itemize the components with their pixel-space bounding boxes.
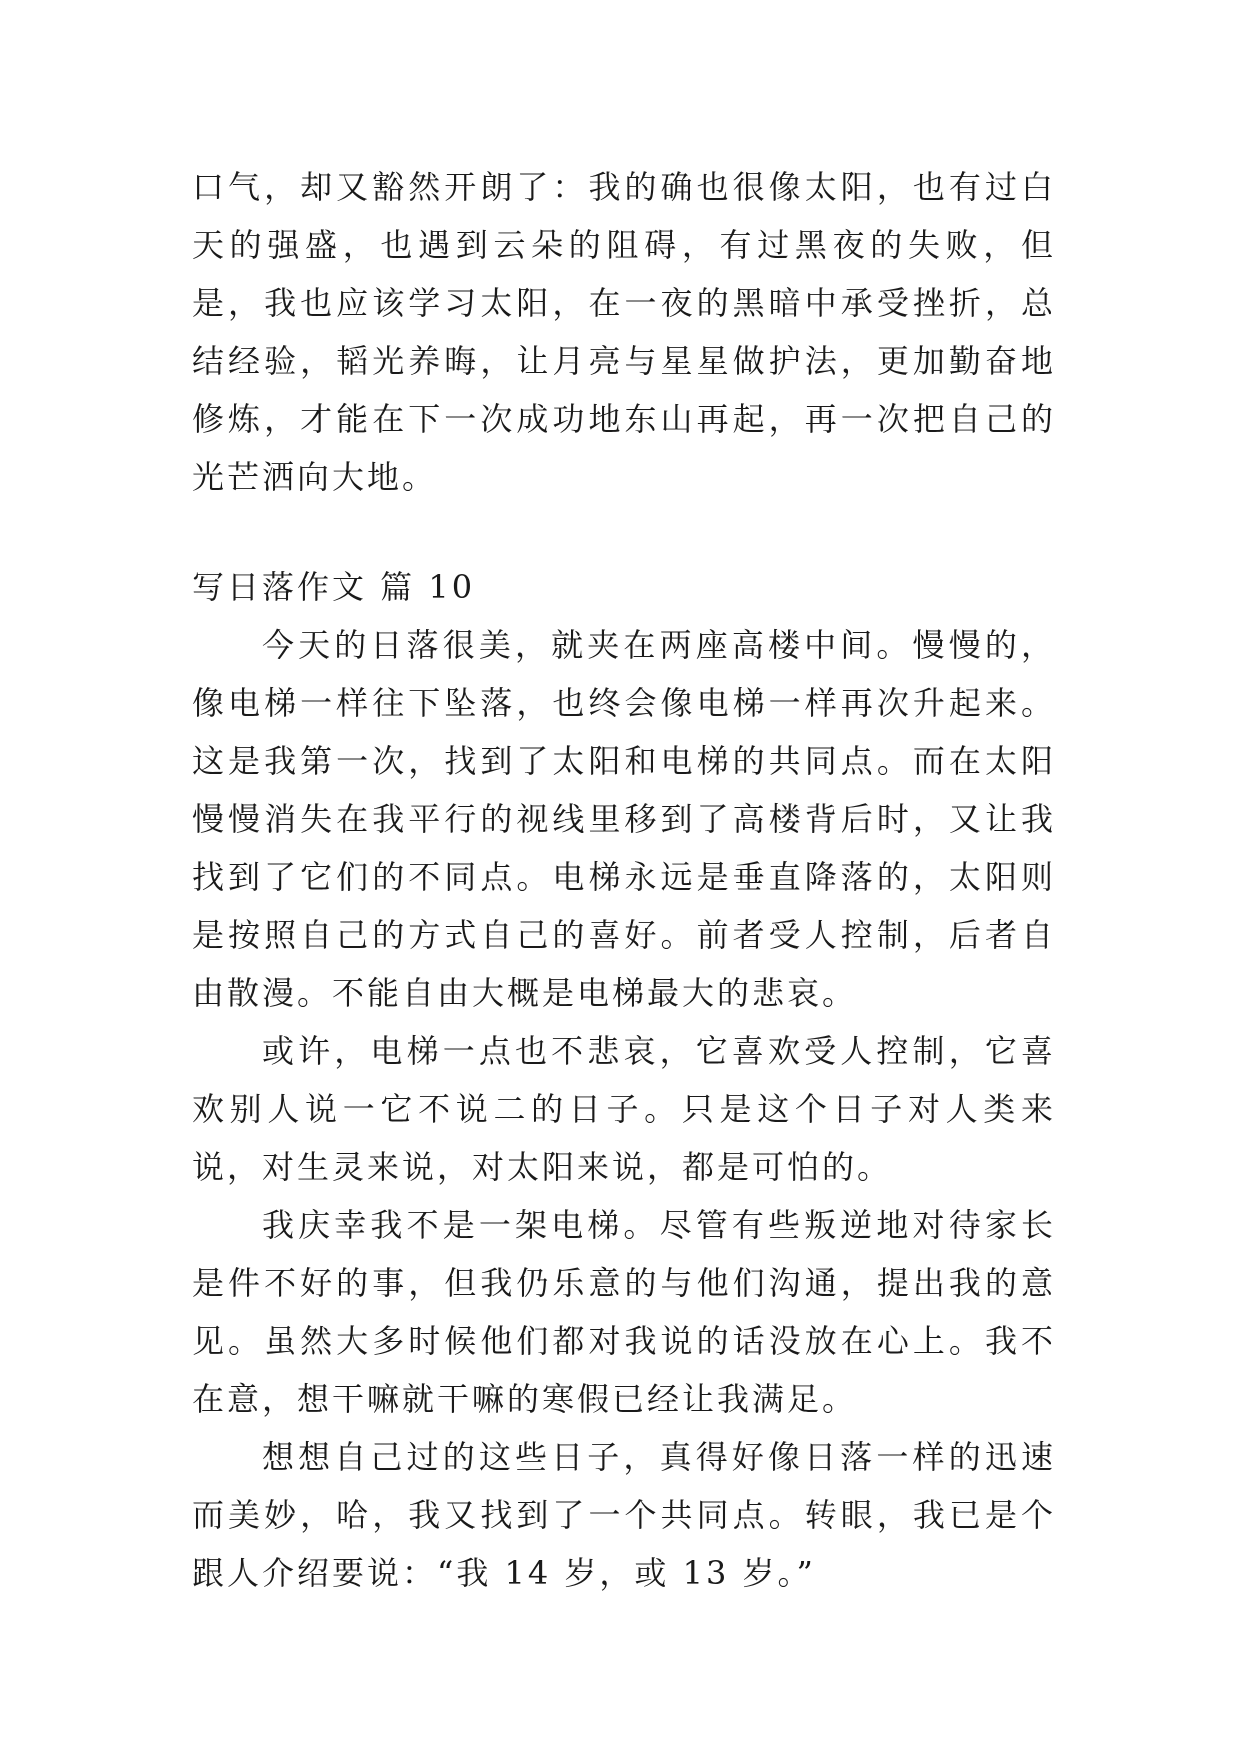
body-paragraph-3: 我庆幸我不是一架电梯。尽管有些叛逆地对待家长是件不好的事，但我仍乐意的与他们沟通，提出我的意见。虽然大多时候他们都对我说的话没放在心上。我不在意，想干嘛就干嘛的寒假已经让我满足。 <box>192 1206 1056 1418</box>
intro-paragraph: 口气，却又豁然开朗了：我的确也很像太阳，也有过白天的强盛，也遇到云朵的阻碍，有过黑夜的失败，但是，我也应该学习太阳，在一夜的黑暗中承受挫折，总结经验，韬光养晦，让月亮与星星做护法，更加勤奋地修炼，才能在下一次成功地东山再起，再一次把自己的光芒洒向大地。 <box>192 168 1056 496</box>
document-body <box>192 158 1056 1602</box>
body-paragraph-1: 今天的日落很美，就夹在两座高楼中间。慢慢的，像电梯一样往下坠落，也终会像电梯一样再次升起来。这是我第一次，找到了太阳和电梯的共同点。而在太阳慢慢消失在我平行的视线里移到了高楼背后时，又让我找到了它们的不同点。电梯永远是垂直降落的，太阳则是按照自己的方式自己的喜好。前者受人控制，后者自由散漫。不能自由大概是电梯最大的悲哀。 <box>192 626 1056 1012</box>
body-paragraph-4: 想想自己过的这些日子，真得好像日落一样的迅速而美妙，哈，我又找到了一个共同点。转眼，我已是个跟人介绍要说：“我 14 岁，或 13 岁。” <box>192 1438 1056 1592</box>
body-paragraph-2: 或许，电梯一点也不悲哀，它喜欢受人控制，它喜欢别人说一它不说二的日子。只是这个日子对人类来说，对生灵来说，对太阳来说，都是可怕的。 <box>192 1032 1056 1186</box>
section-heading: 写日落作文 篇 10 <box>192 568 476 606</box>
